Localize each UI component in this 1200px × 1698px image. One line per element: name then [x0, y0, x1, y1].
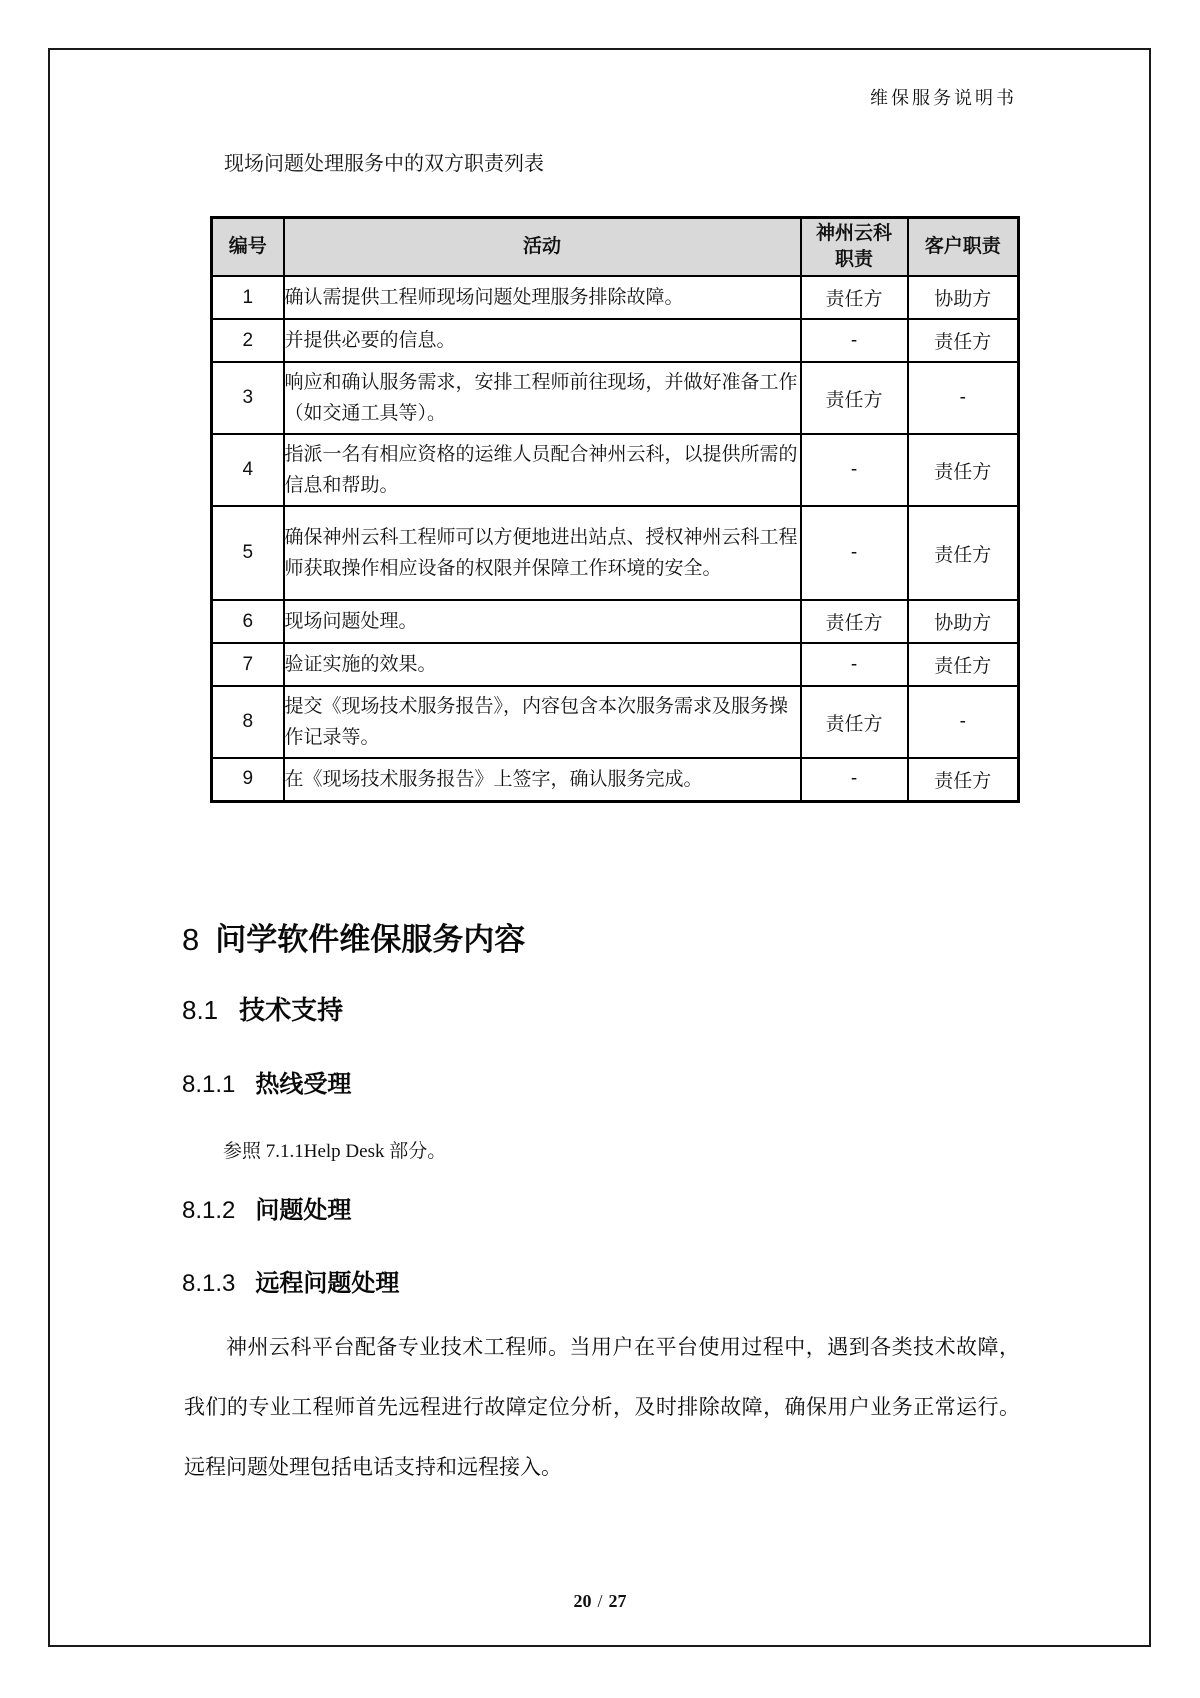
cell-vendor-role: -: [801, 434, 908, 506]
cell-activity: 指派一名有相应资格的运维人员配合神州云科，以提供所需的信息和帮助。: [284, 434, 801, 506]
cell-no: 3: [212, 362, 284, 434]
section-heading-8-1-1: [182, 1064, 351, 1099]
cell-activity: 确保神州云科工程师可以方便地进出站点、授权神州云科工程师获取操作相应设备的权限并保障工作环境的安全。: [284, 506, 801, 600]
table-row: [212, 319, 1019, 362]
table-row: [212, 600, 1019, 643]
col-header-vendor: 神州云科职责: [801, 218, 908, 277]
section-heading-8-1-3: [182, 1263, 399, 1298]
cell-customer-role: 责任方: [908, 319, 1019, 362]
table-row: [212, 362, 1019, 434]
heading-text: 热线受理: [255, 1071, 352, 1098]
heading-text: 技术支持: [239, 995, 344, 1025]
cell-no: 6: [212, 600, 284, 643]
cell-customer-role: 协助方: [908, 276, 1019, 319]
cell-vendor-role: 责任方: [801, 362, 908, 434]
heading-text: 远程问题处理: [255, 1270, 400, 1297]
cell-vendor-role: -: [801, 758, 908, 801]
heading-number: 8.1: [182, 995, 219, 1025]
table-row: [212, 686, 1019, 758]
section-heading-8-1: [182, 990, 343, 1027]
cell-activity: 在《现场技术服务报告》上签字，确认服务完成。: [284, 758, 801, 801]
reference-text: 参照 7.1.1Help Desk 部分。: [223, 1141, 447, 1162]
footer-separator: /: [597, 1591, 603, 1611]
heading-text: 问学软件维保服务内容: [215, 922, 526, 957]
cell-activity: 并提供必要的信息。: [284, 319, 801, 362]
page-header-title: 维保服务说明书: [870, 88, 1017, 108]
responsibility-table: [210, 216, 1020, 803]
cell-vendor-role: -: [801, 506, 908, 600]
footer-total-pages: 27: [608, 1591, 627, 1611]
heading-number: 8.1.1: [182, 1071, 236, 1098]
cell-customer-role: 责任方: [908, 758, 1019, 801]
cell-no: 5: [212, 506, 284, 600]
cell-activity: 响应和确认服务需求，安排工程师前往现场，并做好准备工作（如交通工具等）。: [284, 362, 801, 434]
cell-no: 2: [212, 319, 284, 362]
cell-customer-role: -: [908, 686, 1019, 758]
table-row: [212, 434, 1019, 506]
cell-activity: 验证实施的效果。: [284, 643, 801, 686]
footer-page-number: 20: [573, 1591, 592, 1611]
cell-no: 7: [212, 643, 284, 686]
cell-vendor-role: -: [801, 319, 908, 362]
table-caption: 现场问题处理服务中的双方职责列表: [224, 153, 544, 175]
heading-number: 8: [182, 922, 200, 957]
col-header-customer: 客户职责: [908, 218, 1019, 277]
cell-customer-role: 责任方: [908, 434, 1019, 506]
table-row: [212, 506, 1019, 600]
heading-number: 8.1.2: [182, 1197, 236, 1224]
col-header-no: 编号: [212, 218, 284, 277]
section-heading-8-1-2: [182, 1190, 351, 1225]
cell-activity: 现场问题处理。: [284, 600, 801, 643]
table-row: [212, 758, 1019, 801]
section-heading-8: [182, 914, 525, 959]
cell-vendor-role: -: [801, 643, 908, 686]
table-header-row: [212, 218, 1019, 277]
cell-customer-role: 责任方: [908, 643, 1019, 686]
page-footer: [0, 1591, 1200, 1612]
heading-text: 问题处理: [255, 1197, 352, 1224]
table-row: [212, 276, 1019, 319]
cell-customer-role: -: [908, 362, 1019, 434]
cell-vendor-role: 责任方: [801, 686, 908, 758]
cell-no: 4: [212, 434, 284, 506]
col-header-activity: 活动: [284, 218, 801, 277]
table-row: [212, 643, 1019, 686]
cell-vendor-role: 责任方: [801, 600, 908, 643]
cell-no: 8: [212, 686, 284, 758]
cell-no: 1: [212, 276, 284, 319]
cell-customer-role: 责任方: [908, 506, 1019, 600]
cell-customer-role: 协助方: [908, 600, 1019, 643]
cell-no: 9: [212, 758, 284, 801]
cell-activity: 提交《现场技术服务报告》，内容包含本次服务需求及服务操作记录等。: [284, 686, 801, 758]
cell-activity: 确认需提供工程师现场问题处理服务排除故障。: [284, 276, 801, 319]
cell-vendor-role: 责任方: [801, 276, 908, 319]
heading-number: 8.1.3: [182, 1270, 236, 1297]
body-paragraph: 神州云科平台配备专业技术工程师。当用户在平台使用过程中，遇到各类技术故障，我们的专业工程师首先远程进行故障定位分析，及时排除故障，确保用户业务正常运行。远程问题处理包括电话支持和远程接入。: [184, 1336, 1020, 1479]
